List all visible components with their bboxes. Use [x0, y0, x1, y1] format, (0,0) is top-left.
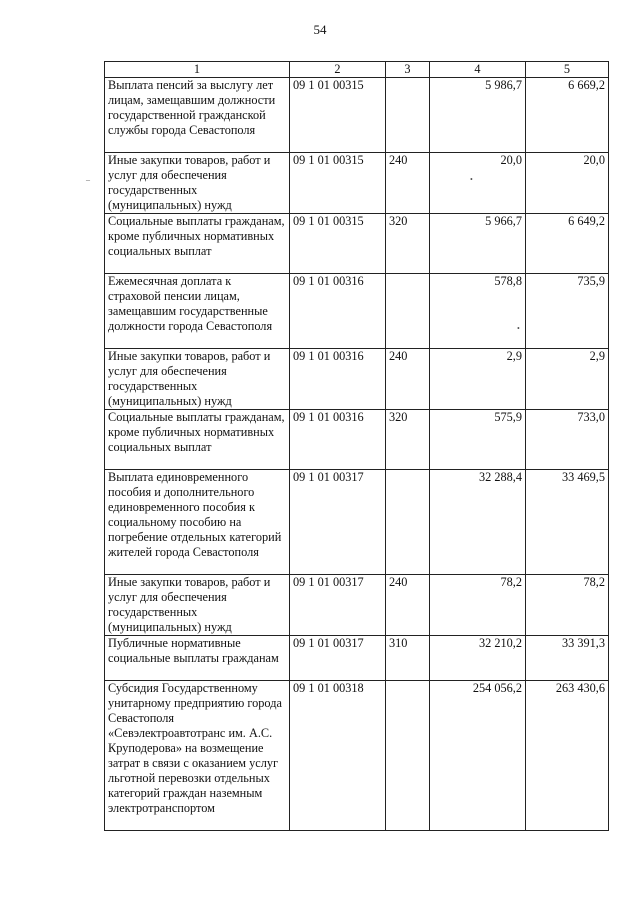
target-code: 09 1 01 00316 — [290, 410, 386, 470]
item-name: Иные закупки товаров, работ и услуг для обеспечения государственных (муниципальных) нужд — [105, 153, 290, 214]
item-name: Субсидия Государственному унитарному предприятию города Севастополя «Севэлектроавтотранс им. А.С. Круподерова» на возмещение затрат в связи с оказанием услуг льготной перевозки отдельных категорий граждан наземным электротранспортом — [105, 681, 290, 831]
amount-col4: 78,2 — [430, 575, 526, 636]
amount-col4: 5 966,7 — [430, 214, 526, 274]
page-number: 54 — [313, 22, 327, 37]
expense-type-code: 320 — [386, 410, 430, 470]
table-row — [105, 153, 609, 214]
amount-col4: 254 056,2 — [430, 681, 526, 831]
amount-col4: 20,0 — [430, 153, 526, 214]
target-code: 09 1 01 00316 — [290, 349, 386, 410]
scan-speck: • — [470, 175, 473, 184]
target-code: 09 1 01 00317 — [290, 470, 386, 575]
target-code: 09 1 01 00317 — [290, 636, 386, 681]
table-row — [105, 681, 609, 831]
table-row — [105, 470, 609, 575]
table-row — [105, 214, 609, 274]
amount-col5: 263 430,6 — [526, 681, 609, 831]
item-name: Социальные выплаты гражданам, кроме публичных нормативных социальных выплат — [105, 214, 290, 274]
header-cell: 5 — [526, 62, 609, 78]
expense-type-code: 320 — [386, 214, 430, 274]
item-name: Социальные выплаты гражданам, кроме публичных нормативных социальных выплат — [105, 410, 290, 470]
budget-table — [104, 61, 609, 831]
header-cell: 1 — [105, 62, 290, 78]
amount-col4: 575,9 — [430, 410, 526, 470]
item-name: Иные закупки товаров, работ и услуг для обеспечения государственных (муниципальных) нужд — [105, 349, 290, 410]
amount-col5: 6 649,2 — [526, 214, 609, 274]
item-name: Ежемесячная доплата к страховой пенсии лицам, замещавшим государственные должности города Севастополя — [105, 274, 290, 349]
expense-type-code — [386, 274, 430, 349]
expense-type-code: 240 — [386, 153, 430, 214]
amount-col4: 578,8 — [430, 274, 526, 349]
scan-speck: – — [86, 175, 90, 184]
amount-col5: 78,2 — [526, 575, 609, 636]
amount-col5: 2,9 — [526, 349, 609, 410]
amount-col4: 32 210,2 — [430, 636, 526, 681]
scan-speck: • — [517, 324, 520, 333]
target-code: 09 1 01 00315 — [290, 214, 386, 274]
header-cell: 3 — [386, 62, 430, 78]
target-code: 09 1 01 00318 — [290, 681, 386, 831]
expense-type-code: 310 — [386, 636, 430, 681]
target-code: 09 1 01 00315 — [290, 78, 386, 153]
table-row — [105, 274, 609, 349]
amount-col5: 733,0 — [526, 410, 609, 470]
amount-col4: 2,9 — [430, 349, 526, 410]
expense-type-code: 240 — [386, 349, 430, 410]
item-name: Иные закупки товаров, работ и услуг для обеспечения государственных (муниципальных) нужд — [105, 575, 290, 636]
table-row — [105, 575, 609, 636]
expense-type-code — [386, 78, 430, 153]
amount-col5: 6 669,2 — [526, 78, 609, 153]
header-cell: 4 — [430, 62, 526, 78]
amount-col4: 32 288,4 — [430, 470, 526, 575]
item-name: Выплата единовременного пособия и дополнительного единовременного пособия к социальному пособию на погребение отдельных категорий жителей города Севастополя — [105, 470, 290, 575]
expense-type-code: 240 — [386, 575, 430, 636]
amount-col5: 33 391,3 — [526, 636, 609, 681]
table-row — [105, 349, 609, 410]
amount-col5: 735,9 — [526, 274, 609, 349]
amount-col4: 5 986,7 — [430, 78, 526, 153]
target-code: 09 1 01 00316 — [290, 274, 386, 349]
table-row — [105, 78, 609, 153]
item-name: Выплата пенсий за выслугу лет лицам, замещавшим должности государственной гражданской службы города Севастополя — [105, 78, 290, 153]
item-name: Публичные нормативные социальные выплаты гражданам — [105, 636, 290, 681]
amount-col5: 33 469,5 — [526, 470, 609, 575]
target-code: 09 1 01 00315 — [290, 153, 386, 214]
target-code: 09 1 01 00317 — [290, 575, 386, 636]
table-header-row — [105, 62, 609, 78]
table-row — [105, 410, 609, 470]
header-cell: 2 — [290, 62, 386, 78]
expense-type-code — [386, 681, 430, 831]
expense-type-code — [386, 470, 430, 575]
table-row — [105, 636, 609, 681]
amount-col5: 20,0 — [526, 153, 609, 214]
